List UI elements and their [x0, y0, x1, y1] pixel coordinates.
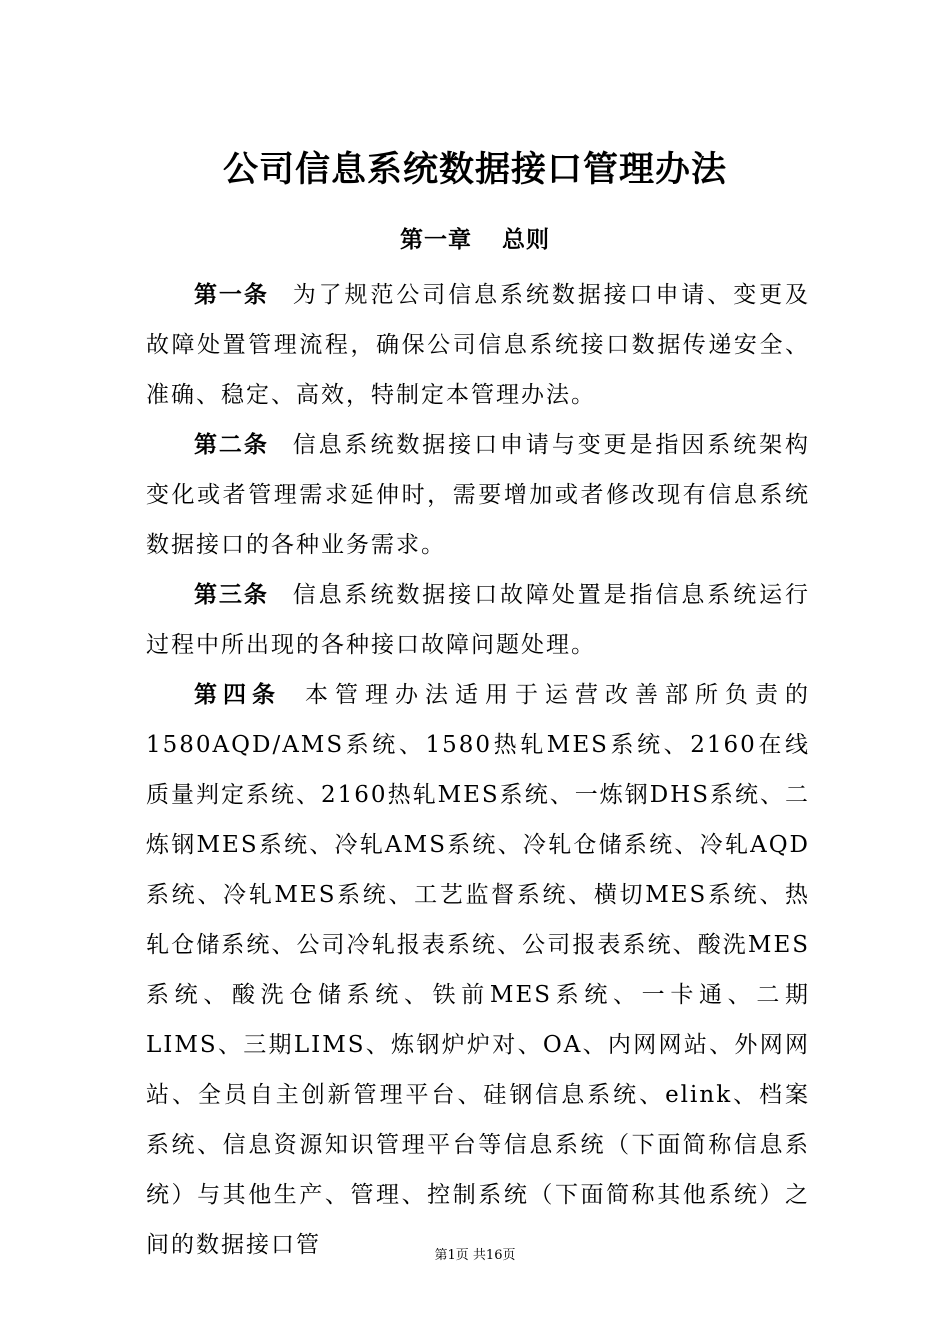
article-text: 信息系统数据接口故障处置是指信息系统运行过程中所出现的各种接口故障问题处理。	[146, 582, 811, 658]
article-text: 为了规范公司信息系统数据接口申请、变更及故障处置管理流程，确保公司信息系统接口数据传递安全、准确、稳定、高效，特制定本管理办法。	[146, 282, 811, 408]
article-label: 第二条	[194, 432, 269, 458]
article-text: 本管理办法适用于运营改善部所负责的1580AQD/AMS系统、1580热轧MES系统、2160在线质量判定系统、2160热轧MES系统、一炼钢DHS系统、二炼钢MES系统、冷轧AMS系统、冷轧仓储系统、冷轧AQD系统、冷轧MES系统、工艺监督系统、横切MES系统、热轧仓储系统、公司冷轧报表系统、公司报表系统、酸洗MES系统、酸洗仓储系统、铁前MES系统、一卡通、二期LIMS、三期LIMS、炼钢炉炉对、OA、内网网站、外网网站、全员自主创新管理平台、硅钢信息系统、elink、档案系统、信息资源知识管理平台等信息系统（下面简称信息系统）与其他生产、管理、控制系统（下面简称其他系统）之间的数据接口管	[146, 682, 810, 1258]
chapter-heading	[0, 218, 950, 262]
article-label: 第四条	[194, 682, 281, 708]
chapter-name: 总则	[502, 227, 550, 253]
page-footer: 第1页 共16页	[434, 1248, 516, 1263]
article-2	[146, 420, 810, 570]
article-1	[146, 270, 810, 420]
article-label: 第三条	[194, 582, 269, 608]
article-label: 第一条	[194, 282, 269, 308]
article-text: 信息系统数据接口申请与变更是指因系统架构变化或者管理需求延伸时，需要增加或者修改现有信息系统数据接口的各种业务需求。	[146, 432, 811, 558]
chapter-number: 第一章	[400, 227, 472, 253]
document-title: 公司信息系统数据接口管理办法	[222, 150, 727, 190]
article-4	[146, 670, 810, 1270]
article-3	[146, 570, 810, 670]
